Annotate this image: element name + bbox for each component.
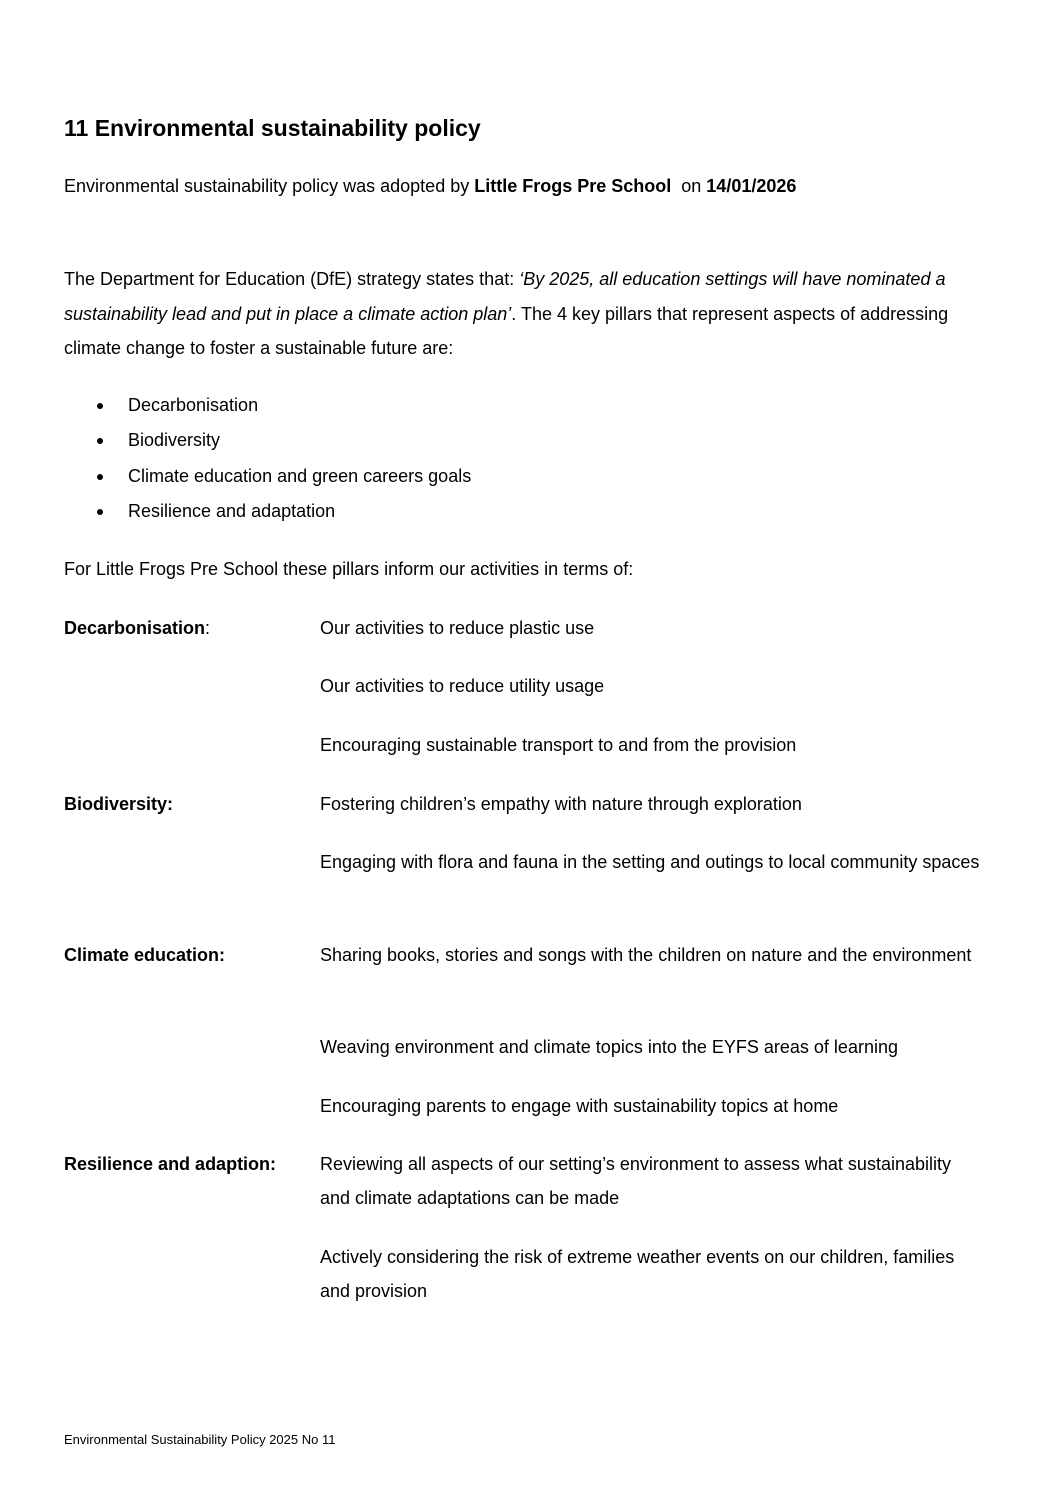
activity-item: Encouraging sustainable transport to and from the provision bbox=[320, 735, 797, 755]
section-label-biodiversity: Biodiversity: bbox=[64, 794, 174, 814]
dfe-quote: ‘By 2025, all education settings will have nominated a sustainability lead and put in place a climate action plan’ bbox=[64, 269, 946, 324]
bullet-icon bbox=[97, 509, 103, 515]
activity-item: Sharing books, stories and songs with the children on nature and the environment bbox=[320, 945, 972, 965]
section-label-suffix: : bbox=[205, 618, 211, 638]
setting-name: Little Frogs Pre School bbox=[474, 176, 672, 196]
activity-item: Reviewing all aspects of our setting’s environment to assess what sustainability and climate adaptations can be made bbox=[320, 1154, 951, 1208]
adoption-middle: on bbox=[671, 176, 707, 196]
section-label-climate-education: Climate education: bbox=[64, 945, 226, 965]
intro-paragraph bbox=[64, 262, 964, 366]
intro-rest: . The 4 key pillars that represent aspects of addressing climate change to foster a sustainable future are: bbox=[64, 303, 949, 358]
section-label-text: Decarbonisation bbox=[64, 618, 206, 638]
bullet-icon bbox=[97, 438, 103, 444]
pillars-list bbox=[64, 389, 471, 530]
activities-intro: For Little Frogs Pre School these pillars inform our activities in terms of: bbox=[64, 559, 634, 579]
activity-item: Actively considering the risk of extreme weather events on our children, families and provision bbox=[320, 1247, 955, 1301]
pillar-label: Resilience and adaptation bbox=[128, 500, 336, 521]
page-title: 11 Environmental sustainability policy bbox=[64, 115, 481, 141]
list-item bbox=[64, 460, 471, 495]
activity-item: Our activities to reduce utility usage bbox=[320, 676, 605, 696]
activity-item: Engaging with flora and fauna in the setting and outings to local community spaces bbox=[320, 852, 980, 872]
section-label-resilience: Resilience and adaption: bbox=[64, 1154, 277, 1174]
adoption-prefix: Environmental sustainability policy was adopted by bbox=[64, 176, 475, 196]
activity-item: Fostering children’s empathy with nature through exploration bbox=[320, 794, 802, 814]
list-item bbox=[64, 424, 471, 459]
bullet-icon bbox=[97, 474, 103, 480]
activity-item: Weaving environment and climate topics into the EYFS areas of learning bbox=[320, 1037, 898, 1057]
pillar-label: Climate education and green careers goals bbox=[128, 465, 472, 486]
intro-lead: The Department for Education (DfE) strategy states that: bbox=[64, 269, 520, 289]
list-item bbox=[64, 389, 471, 424]
bullet-icon bbox=[97, 403, 103, 409]
pillar-label: Decarbonisation bbox=[128, 395, 259, 415]
list-item bbox=[64, 495, 471, 530]
page-footer: Environmental Sustainability Policy 2025 No 11 bbox=[64, 1432, 336, 1447]
adoption-date: 14/01/2026 bbox=[706, 176, 797, 196]
activity-item: Encouraging parents to engage with sustainability topics at home bbox=[320, 1096, 839, 1116]
adoption-statement bbox=[64, 174, 796, 198]
section-label-decarbonisation bbox=[64, 616, 210, 640]
pillar-label: Biodiversity bbox=[128, 430, 221, 451]
activity-item: Our activities to reduce plastic use bbox=[320, 618, 595, 638]
